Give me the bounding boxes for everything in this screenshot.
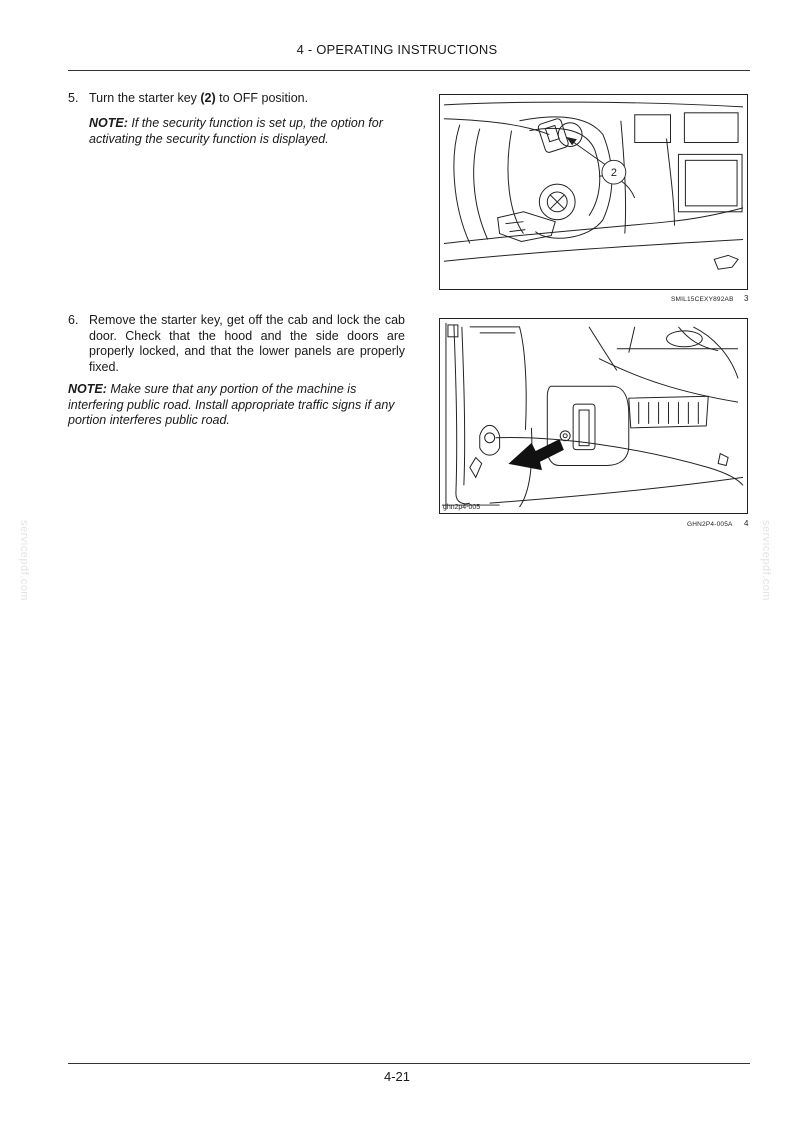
figure-door-lock	[439, 318, 748, 514]
door-lock-illustration	[440, 319, 747, 513]
page-header-title: 4 - OPERATING INSTRUCTIONS	[296, 42, 498, 57]
step-6	[68, 313, 405, 375]
step-text-part: to OFF position.	[215, 91, 309, 105]
step-text	[89, 91, 405, 107]
note-text: If the security function is set up, the option for activating the security function is displayed.	[89, 116, 383, 146]
figure-3-code: SMIL15CEXY892AB	[671, 296, 734, 303]
step-number: 5.	[68, 91, 79, 105]
note-public-road	[68, 382, 405, 429]
watermark-left: servicepdf.com	[18, 520, 30, 601]
step-5	[68, 91, 405, 107]
step-number: 6.	[68, 313, 79, 327]
note-security	[89, 116, 407, 147]
key-reference: (2)	[200, 91, 216, 105]
note-label: NOTE:	[68, 382, 107, 396]
starter-key-illustration	[440, 95, 747, 289]
figure-4-number: 4	[744, 519, 749, 528]
callout-pointer	[567, 138, 609, 168]
callout-2-label: 2	[610, 167, 617, 180]
watermark-right: servicepdf.com	[760, 520, 772, 601]
figure-3-number: 3	[744, 294, 749, 303]
figure-4-inner-label: ghn2p4-005	[442, 504, 481, 512]
header-rule	[68, 70, 750, 71]
note-text: Make sure that any portion of the machine is interfering public road. Install appropriate traffic signs if any portion interferes public road.	[68, 382, 395, 427]
step-text: Remove the starter key, get off the cab and lock the cab door. Check that the hood and the side doors are properly locked, and that the lower panels are properly fixed.	[89, 313, 405, 374]
figure-starter-key	[439, 94, 748, 290]
step-text-part: Turn the starter key	[89, 91, 201, 105]
figure-4-code: GHN2P4-005A	[687, 521, 733, 528]
footer-rule	[68, 1063, 750, 1064]
page-number: 4-21	[383, 1069, 411, 1084]
note-label: NOTE:	[89, 116, 128, 130]
